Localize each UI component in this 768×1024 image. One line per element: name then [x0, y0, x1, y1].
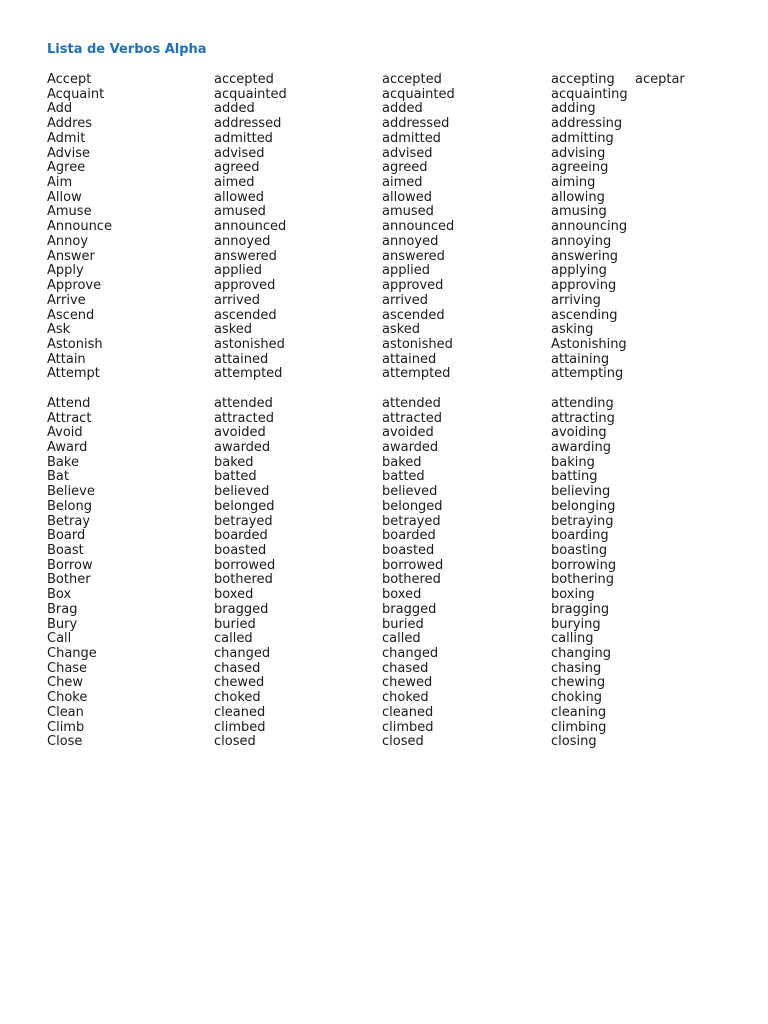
verb-past-participle: awarded [382, 439, 439, 455]
verb-row [47, 353, 727, 368]
verb-base-form: Answer [47, 248, 95, 264]
verb-past-participle: attempted [382, 366, 451, 382]
verb-base-form: Attempt [47, 366, 100, 382]
verb-past-participle: ascended [382, 307, 445, 323]
verb-past-simple: attained [214, 351, 269, 367]
verb-gerund: chewing [551, 675, 606, 691]
verb-gerund: boxing [551, 587, 595, 603]
verb-row [47, 515, 727, 530]
verb-row [47, 441, 727, 456]
verb-row [47, 88, 727, 103]
verb-base-form: Chase [47, 660, 88, 676]
verb-past-participle: attracted [382, 410, 442, 426]
verb-row [47, 618, 727, 633]
verb-row [47, 205, 727, 220]
verb-past-simple: belonged [214, 498, 275, 514]
verb-gerund: advising [551, 145, 606, 161]
verb-past-simple: avoided [214, 425, 266, 441]
verb-past-simple: announced [214, 219, 287, 235]
verb-row [47, 147, 727, 162]
verb-past-participle: annoyed [382, 233, 439, 249]
verb-gerund: boarding [551, 528, 609, 544]
verb-gerund: amusing [551, 204, 607, 220]
verb-past-simple: asked [214, 322, 253, 338]
verb-row [47, 235, 727, 250]
verb-past-participle: approved [382, 278, 444, 294]
verb-past-participle: applied [382, 263, 430, 279]
verb-base-form: Aim [47, 175, 73, 191]
verb-gerund: Astonishing [551, 336, 627, 352]
verb-base-form: Ascend [47, 307, 95, 323]
verb-gerund: avoiding [551, 425, 607, 441]
verb-base-form: Attain [47, 351, 86, 367]
verb-past-simple: added [214, 101, 255, 117]
verb-gerund: allowing [551, 189, 605, 205]
verb-base-form: Bother [47, 572, 91, 588]
verb-row [47, 367, 727, 382]
verb-past-simple: applied [214, 263, 262, 279]
verb-gerund: addressing [551, 116, 623, 132]
verb-gerund: acquainting [551, 86, 628, 102]
verb-past-participle: belonged [382, 498, 443, 514]
verb-row [47, 632, 727, 647]
verb-base-form: Board [47, 528, 86, 544]
verb-base-form: Arrive [47, 292, 86, 308]
verb-base-form: Borrow [47, 557, 93, 573]
verb-gerund: annoying [551, 233, 612, 249]
verb-past-simple: boxed [214, 587, 254, 603]
verb-base-form: Announce [47, 219, 112, 235]
verb-base-form: Ask [47, 322, 71, 338]
verb-gerund: cleaning [551, 704, 607, 720]
verb-base-form: Call [47, 631, 72, 647]
verb-base-form: Allow [47, 189, 82, 205]
verb-base-form: Advise [47, 145, 90, 161]
verb-past-participle: boasted [382, 542, 435, 558]
verb-row [47, 220, 727, 235]
verb-base-form: Agree [47, 160, 86, 176]
verb-past-simple: acquainted [214, 86, 287, 102]
verb-base-form: Annoy [47, 233, 89, 249]
verb-base-form: Change [47, 646, 97, 661]
verb-past-simple: arrived [214, 292, 260, 308]
verb-past-participle: amused [382, 204, 434, 220]
verb-row [47, 588, 727, 603]
verb-past-participle: arrived [382, 292, 428, 308]
page-title: Lista de Verbos Alpha [47, 42, 207, 57]
verb-past-simple: advised [214, 145, 265, 161]
verb-past-participle: added [382, 101, 423, 117]
verb-past-participle: admitted [382, 130, 441, 146]
verb-gerund: chasing [551, 660, 602, 676]
verb-row [47, 456, 727, 471]
verb-past-simple: cleaned [214, 704, 266, 720]
verb-row [47, 117, 727, 132]
verb-base-form: Add [47, 101, 73, 117]
verb-past-simple: admitted [214, 130, 273, 146]
verb-past-simple: baked [214, 454, 254, 470]
verb-base-form: Approve [47, 278, 102, 294]
verb-row [47, 544, 727, 559]
verb-row [47, 676, 727, 691]
verb-gerund: believing [551, 484, 611, 500]
verb-past-simple: aimed [214, 175, 255, 191]
verb-base-form: Acquaint [47, 86, 105, 102]
verb-past-simple: approved [214, 278, 276, 294]
verb-past-participle: astonished [382, 336, 453, 352]
verb-base-form: Astonish [47, 336, 103, 352]
verb-gerund: attempting [551, 366, 624, 382]
verb-gerund: bothering [551, 572, 614, 588]
verb-gerund: arriving [551, 292, 601, 308]
verb-row [47, 426, 727, 441]
verb-row [47, 132, 727, 147]
verb-row [47, 102, 727, 117]
verb-row [47, 706, 727, 721]
verb-past-participle: chased [382, 660, 429, 676]
verb-row [47, 309, 727, 324]
verb-gerund: approving [551, 278, 617, 294]
verb-past-participle: choked [382, 690, 429, 706]
verb-gerund: choking [551, 690, 602, 706]
verb-row [47, 176, 727, 191]
verb-past-participle: cleaned [382, 704, 434, 720]
verb-past-simple: amused [214, 204, 266, 220]
verb-past-participle: addressed [382, 116, 450, 132]
verb-past-participle: aimed [382, 175, 423, 191]
verb-gerund: burying [551, 616, 601, 632]
verb-past-participle: advised [382, 145, 433, 161]
verb-past-participle: betrayed [382, 513, 441, 529]
verb-past-simple: annoyed [214, 233, 271, 249]
verb-base-form: Attend [47, 395, 91, 411]
verb-past-simple: bragged [214, 601, 269, 617]
verb-row [47, 264, 727, 279]
verb-gerund: climbing [551, 719, 607, 735]
verb-past-participle: avoided [382, 425, 434, 441]
verb-past-simple: addressed [214, 116, 282, 132]
verb-gerund: answering [551, 248, 619, 264]
verb-row [47, 721, 727, 736]
verb-gerund: applying [551, 263, 607, 279]
verb-base-form: Chew [47, 675, 83, 691]
verb-row [47, 485, 727, 500]
verb-gerund: attracting [551, 410, 615, 426]
verb-base-form: Climb [47, 719, 85, 735]
verb-row [47, 603, 727, 618]
verb-past-participle: called [382, 631, 421, 647]
verb-gerund: awarding [551, 439, 612, 455]
verb-row [47, 647, 727, 662]
verb-translation: aceptar [635, 72, 685, 87]
verb-past-participle: acquainted [382, 86, 455, 102]
verb-row [47, 735, 727, 750]
verb-gerund: attending [551, 395, 614, 411]
verb-gerund: agreeing [551, 160, 609, 176]
verb-past-participle: climbed [382, 719, 434, 735]
verb-past-participle: announced [382, 219, 455, 235]
verb-past-simple: called [214, 631, 253, 647]
verb-past-simple: attended [214, 395, 273, 411]
verb-gerund: admitting [551, 130, 614, 146]
verb-row [47, 161, 727, 176]
verb-past-simple: chased [214, 660, 261, 676]
verb-row [47, 250, 727, 265]
verb-past-simple: boasted [214, 542, 267, 558]
verb-gerund: ascending [551, 307, 618, 323]
verb-past-participle: bothered [382, 572, 441, 588]
verb-gerund: adding [551, 101, 596, 117]
verb-past-simple: awarded [214, 439, 271, 455]
verb-past-simple: answered [214, 248, 277, 264]
verb-base-form: Bake [47, 454, 79, 470]
verb-gerund: announcing [551, 219, 628, 235]
verb-base-form: Addres [47, 116, 92, 132]
verb-past-participle: attended [382, 395, 441, 411]
verb-gerund: changing [551, 646, 611, 661]
verb-base-form: Avoid [47, 425, 83, 441]
verb-past-simple: attracted [214, 410, 274, 426]
verb-past-participle: buried [382, 616, 424, 632]
verb-block [47, 397, 727, 750]
verb-base-form: Brag [47, 601, 78, 617]
verb-block [47, 73, 727, 382]
verb-past-simple: closed [214, 734, 256, 750]
verb-base-form: Box [47, 587, 72, 603]
verb-gerund: boasting [551, 542, 608, 558]
verb-row [47, 691, 727, 706]
verb-past-participle: closed [382, 734, 424, 750]
verb-past-participle: answered [382, 248, 445, 264]
verb-past-simple: batted [214, 469, 257, 485]
verb-row [47, 573, 727, 588]
verb-past-simple: accepted [214, 72, 274, 87]
verb-base-form: Betray [47, 513, 91, 529]
verb-past-participle: bragged [382, 601, 437, 617]
verb-table [47, 73, 727, 750]
verb-past-simple: borrowed [214, 557, 276, 573]
verb-base-form: Accept [47, 72, 92, 87]
verb-past-simple: attempted [214, 366, 283, 382]
verb-row [47, 529, 727, 544]
verb-base-form: Close [47, 734, 83, 750]
verb-past-simple: changed [214, 646, 271, 661]
verb-base-form: Admit [47, 130, 86, 146]
verb-past-simple: betrayed [214, 513, 273, 529]
verb-row [47, 338, 727, 353]
verb-past-simple: climbed [214, 719, 266, 735]
verb-gerund: baking [551, 454, 595, 470]
verb-row [47, 191, 727, 206]
verb-gerund: belonging [551, 498, 616, 514]
verb-gerund: betraying [551, 513, 614, 529]
verb-row [47, 294, 727, 309]
verb-past-simple: boarded [214, 528, 268, 544]
verb-row [47, 73, 727, 88]
verb-gerund: batting [551, 469, 598, 485]
verb-past-participle: batted [382, 469, 425, 485]
verb-gerund: accepting [551, 72, 615, 87]
verb-gerund: borrowing [551, 557, 617, 573]
verb-past-participle: boxed [382, 587, 422, 603]
verb-base-form: Clean [47, 704, 84, 720]
verb-past-simple: allowed [214, 189, 265, 205]
verb-past-simple: buried [214, 616, 256, 632]
verb-row [47, 500, 727, 515]
verb-base-form: Believe [47, 484, 95, 500]
verb-past-simple: bothered [214, 572, 273, 588]
verb-row [47, 397, 727, 412]
verb-base-form: Belong [47, 498, 92, 514]
verb-past-simple: ascended [214, 307, 277, 323]
verb-row [47, 323, 727, 338]
verb-past-participle: chewed [382, 675, 433, 691]
verb-base-form: Award [47, 439, 88, 455]
verb-past-simple: believed [214, 484, 270, 500]
verb-gerund: aiming [551, 175, 596, 191]
verb-base-form: Boast [47, 542, 84, 558]
verb-base-form: Bury [47, 616, 78, 632]
verb-gerund: closing [551, 734, 597, 750]
verb-row [47, 662, 727, 677]
verb-past-simple: agreed [214, 160, 260, 176]
verb-past-participle: boarded [382, 528, 436, 544]
verb-past-participle: agreed [382, 160, 428, 176]
verb-past-participle: changed [382, 646, 439, 661]
verb-past-simple: chewed [214, 675, 265, 691]
verb-past-participle: asked [382, 322, 421, 338]
verb-past-participle: accepted [382, 72, 442, 87]
verb-past-simple: choked [214, 690, 261, 706]
verb-base-form: Bat [47, 469, 69, 485]
verb-past-participle: baked [382, 454, 422, 470]
verb-row [47, 412, 727, 427]
verb-base-form: Choke [47, 690, 88, 706]
verb-row [47, 470, 727, 485]
verb-gerund: attaining [551, 351, 610, 367]
verb-row [47, 559, 727, 574]
verb-past-participle: believed [382, 484, 438, 500]
verb-base-form: Amuse [47, 204, 92, 220]
verb-base-form: Attract [47, 410, 92, 426]
verb-row [47, 279, 727, 294]
verb-gerund: calling [551, 631, 594, 647]
verb-base-form: Apply [47, 263, 84, 279]
verb-past-simple: astonished [214, 336, 285, 352]
verb-gerund: bragging [551, 601, 610, 617]
verb-past-participle: borrowed [382, 557, 444, 573]
verb-past-participle: attained [382, 351, 437, 367]
verb-past-participle: allowed [382, 189, 433, 205]
verb-gerund: asking [551, 322, 594, 338]
